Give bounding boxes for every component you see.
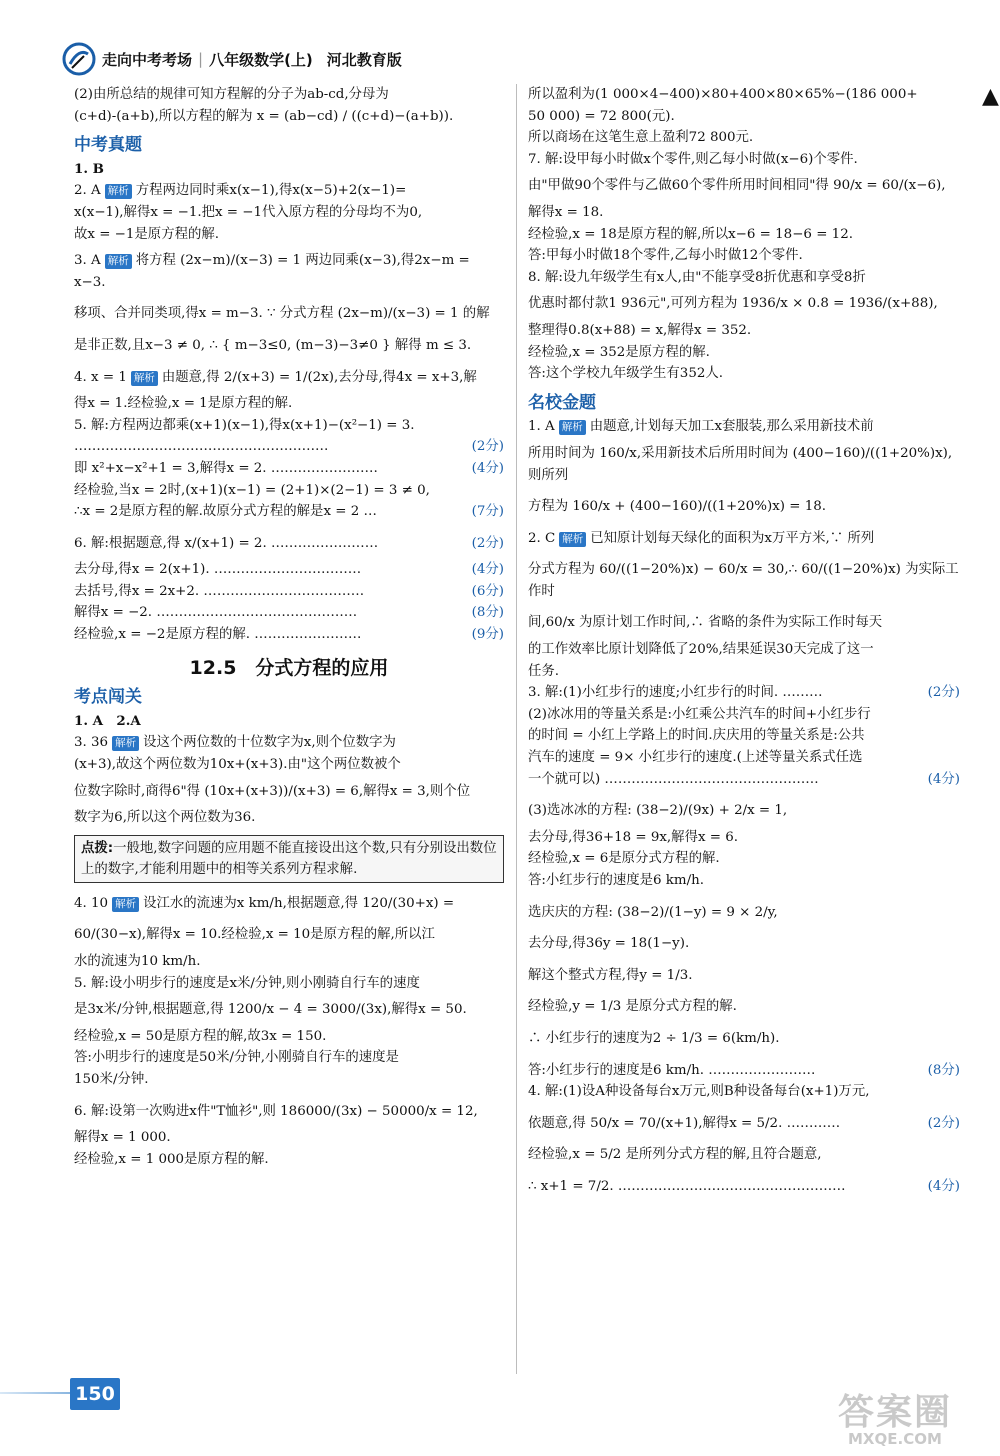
line-text: 间,60/x 为原计划工作时间,∴ 省略的条件为实际工作时每天 xyxy=(528,615,883,631)
line-text: 4. x = 1 xyxy=(74,369,127,385)
line-text: 3. 36 xyxy=(74,735,109,751)
page-number: 150 xyxy=(70,1378,120,1410)
score-label: (4分) xyxy=(927,771,960,787)
line-text: 经检验,x = −2是原方程的解. …………………… xyxy=(74,627,362,643)
line-text: 3. 解:(1)小红步行的速度;小红步行的时间. ……… xyxy=(528,685,823,701)
text-line xyxy=(74,159,504,181)
line-text: (3)选冰冰的方程: (38−2)/(9x) + 2/x = 1, xyxy=(528,803,788,819)
analysis-text: 设江水的流速为x km/h,根据题意,得 120/(30+x) = xyxy=(143,895,455,911)
text-line xyxy=(74,732,504,754)
page-header xyxy=(62,40,402,78)
line-text: 答:这个学校九年级学生有352人. xyxy=(528,366,724,382)
text-line xyxy=(528,612,960,634)
text-line xyxy=(74,84,504,106)
line-text: 经检验,x = 5/2 是所列分式方程的解,且符合题意, xyxy=(528,1147,822,1163)
line-text: 2. C xyxy=(528,530,556,546)
line-text: 得x = 1.经检验,x = 1是原方程的解. xyxy=(74,396,293,412)
text-line xyxy=(74,415,504,437)
book-subject: 八年级数学(上) xyxy=(209,50,313,69)
text-line xyxy=(74,924,504,946)
text-line xyxy=(74,624,504,646)
text-line xyxy=(528,293,960,315)
book-edition: 河北教育版 xyxy=(326,50,402,69)
line-text: 所以商场在这笔生意上盈利72 800元. xyxy=(528,130,754,146)
line-text: 5. 解:设小明步行的速度是x米/分钟,则小刚骑自行车的速度 xyxy=(74,975,420,991)
line-text: 去分母,得x = 2(x+1). …………………………… xyxy=(74,562,362,578)
text-line xyxy=(528,416,960,438)
line-text: 4. 解:(1)设A种设备每台x万元,则B种设备每台(x+1)万元, xyxy=(528,1084,870,1100)
text-line xyxy=(74,581,504,603)
text-line xyxy=(74,893,504,915)
text-line xyxy=(528,363,960,385)
text-line xyxy=(74,224,504,246)
score-label: (8分) xyxy=(927,1062,960,1078)
score-label: (2分) xyxy=(471,439,504,455)
header-separator-icon: | xyxy=(198,50,204,68)
analysis-badge: 解析 xyxy=(112,736,139,751)
line-text: ∴ 小红步行的速度为2 ÷ 1/3 = 6(km/h). xyxy=(528,1030,780,1046)
line-text: 解得x = −2. ……………………………………… xyxy=(74,605,358,621)
text-line xyxy=(528,149,960,171)
text-line xyxy=(528,320,960,342)
line-text: 是3x米/分钟,根据题意,得 1200/x − 4 = 3000/(3x),解得x = 50. xyxy=(74,1002,467,1018)
line-text: 3. A xyxy=(74,253,101,269)
line-text: 经检验,y = 1/3 是原分式方程的解. xyxy=(528,999,737,1015)
analysis-badge: 解析 xyxy=(131,371,158,386)
text-line xyxy=(528,996,960,1018)
text-line xyxy=(528,127,960,149)
line-text: 选庆庆的方程: (38−2)/(1−y) = 9 × 2/y, xyxy=(528,904,778,920)
text-line xyxy=(74,436,504,458)
line-text: (c+d)-(a+b),所以方程的解为 x = (ab−cd) / ((c+d)−(a+b)). xyxy=(74,108,454,124)
score-label: (8分) xyxy=(471,605,504,621)
text-line xyxy=(528,639,960,661)
text-line xyxy=(528,704,960,726)
score-label: (2分) xyxy=(927,685,960,701)
text-line xyxy=(74,999,504,1021)
score-label: (4分) xyxy=(927,1178,960,1194)
line-text: 是非正数,且x−3 ≠ 0, ∴ { m−3≤0, (m−3)−3≠0 } 解得 m ≤ 3. xyxy=(74,337,472,353)
text-line xyxy=(528,224,960,246)
text-line xyxy=(528,342,960,364)
score-label: (6分) xyxy=(471,583,504,599)
text-line xyxy=(528,933,960,955)
text-line xyxy=(528,902,960,924)
tip-text: 一般地,数字问题的应用题不能直接设出这个数,只有分别设出数位上的数字,才能利用题中的相等关系列方程求解. xyxy=(81,840,497,877)
line-text: 去括号,得x = 2x+2. ……………………………… xyxy=(74,583,365,599)
text-line xyxy=(74,602,504,624)
text-line xyxy=(528,106,960,128)
corner-mark-icon: ▲ xyxy=(982,84,999,109)
text-line xyxy=(528,747,960,769)
text-line xyxy=(74,754,504,776)
line-text: 答:小红步行的速度是6 km/h. xyxy=(528,873,705,888)
line-text: 移项、合并同类项,得x = m−3. ∵ 分式方程 (2x−m)/(x−3) = 1 的解 xyxy=(74,306,490,322)
tip-box xyxy=(74,835,504,883)
line-text: 数字为6,所以这个两位数为36. xyxy=(74,810,256,826)
tip-label: 点拨: xyxy=(81,840,114,856)
brand-name: 走向中考考场 xyxy=(102,50,193,69)
text-line xyxy=(528,1176,960,1198)
line-text: (2)冰冰用的等量关系是:小红乘公共汽车的时间+小红步行 xyxy=(528,706,871,722)
line-text: 6. 解:设第一次购进x件"T恤衫",则 186000/(3x) − 50000/x = 12, xyxy=(74,1103,478,1119)
line-text: 1. A xyxy=(528,419,555,435)
text-line xyxy=(74,781,504,803)
line-text: 5. 解:方程两边都乘(x+1)(x−1),得x(x+1)−(x²−1) = 3. xyxy=(74,417,415,433)
line-text: 水的流速为10 km/h. xyxy=(74,954,201,969)
watermark-logo: 答案圈 xyxy=(838,1392,953,1433)
text-line xyxy=(74,1127,504,1149)
line-text: ………………………………………………… xyxy=(74,439,329,455)
text-line xyxy=(528,175,960,197)
line-text: 整理得0.8(x+88) = x,解得x = 352. xyxy=(528,322,752,338)
text-line xyxy=(528,848,960,870)
analysis-badge: 解析 xyxy=(559,420,586,435)
text-line xyxy=(528,1060,960,1082)
score-label: (2分) xyxy=(927,1115,960,1131)
text-line xyxy=(528,661,960,683)
line-text: 任务. xyxy=(528,663,560,679)
analysis-text: 由题意,得 2/(x+3) = 1/(2x),去分母,得4x = x+3,解 xyxy=(161,369,477,385)
analysis-badge: 解析 xyxy=(105,254,132,269)
line-text: 位数字除时,商得6"得 (10x+(x+3))/(x+3) = 6,解得x = 3,则个位 xyxy=(74,783,471,799)
watermark-url: MXQE.COM xyxy=(848,1430,942,1448)
line-text: ∴x = 2是原方程的解.故原分式方程的解是x = 2 … xyxy=(74,504,377,520)
text-line xyxy=(74,533,504,555)
analysis-text: 已知原计划每天绿化的面积为x万平方米,∵ 所列 xyxy=(590,530,875,546)
line-text: 60/(30−x),解得x = 10.经检验,x = 10是原方程的解,所以江 xyxy=(74,927,435,943)
line-text: 汽车的速度 = 9× 小红步行的速度.(上述等量关系式任选 xyxy=(528,750,863,766)
score-label: (7分) xyxy=(471,504,504,520)
left-column xyxy=(74,84,504,1170)
text-line xyxy=(74,180,504,202)
score-label: (2分) xyxy=(471,535,504,551)
line-text: 150米/分钟. xyxy=(74,1071,149,1087)
text-line xyxy=(528,870,960,892)
text-line xyxy=(528,202,960,224)
text-line xyxy=(528,725,960,747)
line-text: 解得x = 1 000. xyxy=(74,1130,171,1146)
line-text: (x+3),故这个两位数为10x+(x+3).由"这个两位数被个 xyxy=(74,757,401,773)
text-line xyxy=(528,528,960,550)
text-line xyxy=(528,827,960,849)
text-line xyxy=(528,559,960,602)
text-line xyxy=(74,1149,504,1171)
analysis-badge: 解析 xyxy=(112,897,139,912)
text-line xyxy=(74,807,504,829)
text-line xyxy=(74,367,504,389)
score-label: (4分) xyxy=(471,460,504,476)
line-text: 依题意,得 50/x = 70/(x+1),解得x = 5/2. ………… xyxy=(528,1115,841,1131)
line-text: 一个就可以) ………………………………………… xyxy=(528,771,819,787)
text-line xyxy=(528,1028,960,1050)
line-text: 2. A xyxy=(74,183,101,199)
text-line xyxy=(528,84,960,106)
text-line xyxy=(74,393,504,415)
brand-logo-icon xyxy=(62,42,96,76)
text-line xyxy=(74,1101,504,1123)
analysis-text: 由题意,计划每天加工x套服装,那么采用新技术前 xyxy=(589,419,874,435)
line-text: 解得x = 18. xyxy=(528,204,604,220)
line-text: 答:小明步行的速度是50米/分钟,小刚骑自行车的速度是 xyxy=(74,1050,399,1066)
text-line xyxy=(74,480,504,502)
line-text: 50 000) = 72 800(元). xyxy=(528,108,675,124)
line-text: ∴ x+1 = 7/2. …………………………………………… xyxy=(528,1178,846,1194)
line-text: 经检验,当x = 2时,(x+1)(x−1) = (2+1)×(2−1) = 3 ≠ 0, xyxy=(74,482,430,498)
line-text: 答:小红步行的速度是6 km/h. …………………… xyxy=(528,1062,816,1078)
text-line xyxy=(74,711,504,733)
line-text: 的工作效率比原计划降低了20%,结果延误30天完成了这一 xyxy=(528,642,874,658)
text-line xyxy=(74,106,504,128)
line-text: 由"甲做90个零件与乙做60个零件所用时间相同"得 90/x = 60/(x−6), xyxy=(528,178,946,194)
score-label: (9分) xyxy=(471,627,504,643)
analysis-text: 设这个两位数的十位数字为x,则个位数字为 xyxy=(143,735,396,751)
line-text: 经检验,x = 50是原方程的解,故3x = 150. xyxy=(74,1028,327,1044)
line-text: 答:甲每小时做18个零件,乙每小时做12个零件. xyxy=(528,248,803,264)
line-text: 所以盈利为(1 000×4−400)×80+400×80×65%−(186 000+ xyxy=(528,87,918,102)
line-text: 即 x²+x−x²+1 = 3,解得x = 2. …………………… xyxy=(74,460,378,476)
text-line xyxy=(528,1113,960,1135)
text-line xyxy=(74,303,504,325)
text-line xyxy=(74,1026,504,1048)
score-label: (4分) xyxy=(471,562,504,578)
section-heading: 中考真题 xyxy=(74,135,142,156)
text-line xyxy=(528,443,960,486)
right-column xyxy=(528,84,960,1198)
line-text: 所用时间为 160/x,采用新技术后所用时间为 (400−160)/((1+20%)x),则所列 xyxy=(528,445,953,483)
analysis-badge: 解析 xyxy=(105,184,132,199)
text-line xyxy=(528,800,960,822)
line-text: 的时间 = 小红上学路上的时间.庆庆用的等量关系是:公共 xyxy=(528,728,865,744)
text-line xyxy=(74,973,504,995)
text-line xyxy=(74,1047,504,1069)
section-heading: 名校金题 xyxy=(528,392,596,413)
text-line xyxy=(74,250,504,293)
line-text: 经检验,x = 1 000是原方程的解. xyxy=(74,1151,269,1167)
line-text: 1. A 2.A xyxy=(74,712,141,729)
text-line xyxy=(528,496,960,518)
column-divider xyxy=(516,84,517,1374)
analysis-badge: 解析 xyxy=(559,532,586,547)
line-text: 解这个整式方程,得y = 1/3. xyxy=(528,967,693,983)
line-text: 8. 解:设九年级学生有x人,由"不能享受8折优惠和享受8折 xyxy=(528,269,866,285)
text-line xyxy=(74,951,504,973)
line-text: 7. 解:设甲每小时做x个零件,则乙每小时做(x−6)个零件. xyxy=(528,151,858,167)
text-line xyxy=(528,965,960,987)
line-text: 4. 10 xyxy=(74,895,109,911)
line-text: 去分母,得36+18 = 9x,解得x = 6. xyxy=(528,829,739,845)
line-text: 分式方程为 60/((1−20%)x) − 60/x = 30,∴ 60/((1−20%)x) 为实际工作时 xyxy=(528,562,959,599)
text-line xyxy=(528,1081,960,1103)
text-line xyxy=(528,267,960,289)
text-line xyxy=(74,1069,504,1091)
text-line xyxy=(74,335,504,357)
line-text: 优惠时都付款1 936元",可列方程为 1936/x × 0.8 = 1936/(x+88), xyxy=(528,296,938,312)
text-line xyxy=(528,1144,960,1166)
line-text: x(x−1),解得x = −1.把x = −1代入原方程的分母均不为0, xyxy=(74,204,423,220)
line-text: 故x = −1是原方程的解. xyxy=(74,226,220,242)
analysis-text: 方程两边同时乘x(x−1),得x(x−5)+2(x−1)= xyxy=(135,183,407,199)
line-text: 6. 解:根据题意,得 x/(x+1) = 2. …………………… xyxy=(74,535,379,551)
text-line xyxy=(528,245,960,267)
text-line xyxy=(74,202,504,224)
text-line xyxy=(74,458,504,480)
line-text: 方程为 160/x + (400−160)/((1+20%)x) = 18. xyxy=(528,499,827,515)
line-text: 去分母,得36y = 18(1−y). xyxy=(528,936,690,952)
line-text: 1. B xyxy=(74,160,104,177)
chapter-title: 12.5 分式方程的应用 xyxy=(189,656,389,679)
section-heading: 考点闯关 xyxy=(74,687,142,708)
text-line xyxy=(74,559,504,581)
text-line xyxy=(528,769,960,791)
analysis-text: 将方程 (2x−m)/(x−3) = 1 两边同乘(x−3),得2x−m = x−3. xyxy=(74,253,475,290)
line-text: 经检验,x = 352是原方程的解. xyxy=(528,344,710,360)
text-line xyxy=(74,501,504,523)
text-line xyxy=(528,682,960,704)
line-text: 经检验,x = 18是原方程的解,所以x−6 = 18−6 = 12. xyxy=(528,226,853,242)
line-text: (2)由所总结的规律可知方程解的分子为ab-cd,分母为 xyxy=(74,87,389,102)
line-text: 经检验,x = 6是原分式方程的解. xyxy=(528,851,720,867)
